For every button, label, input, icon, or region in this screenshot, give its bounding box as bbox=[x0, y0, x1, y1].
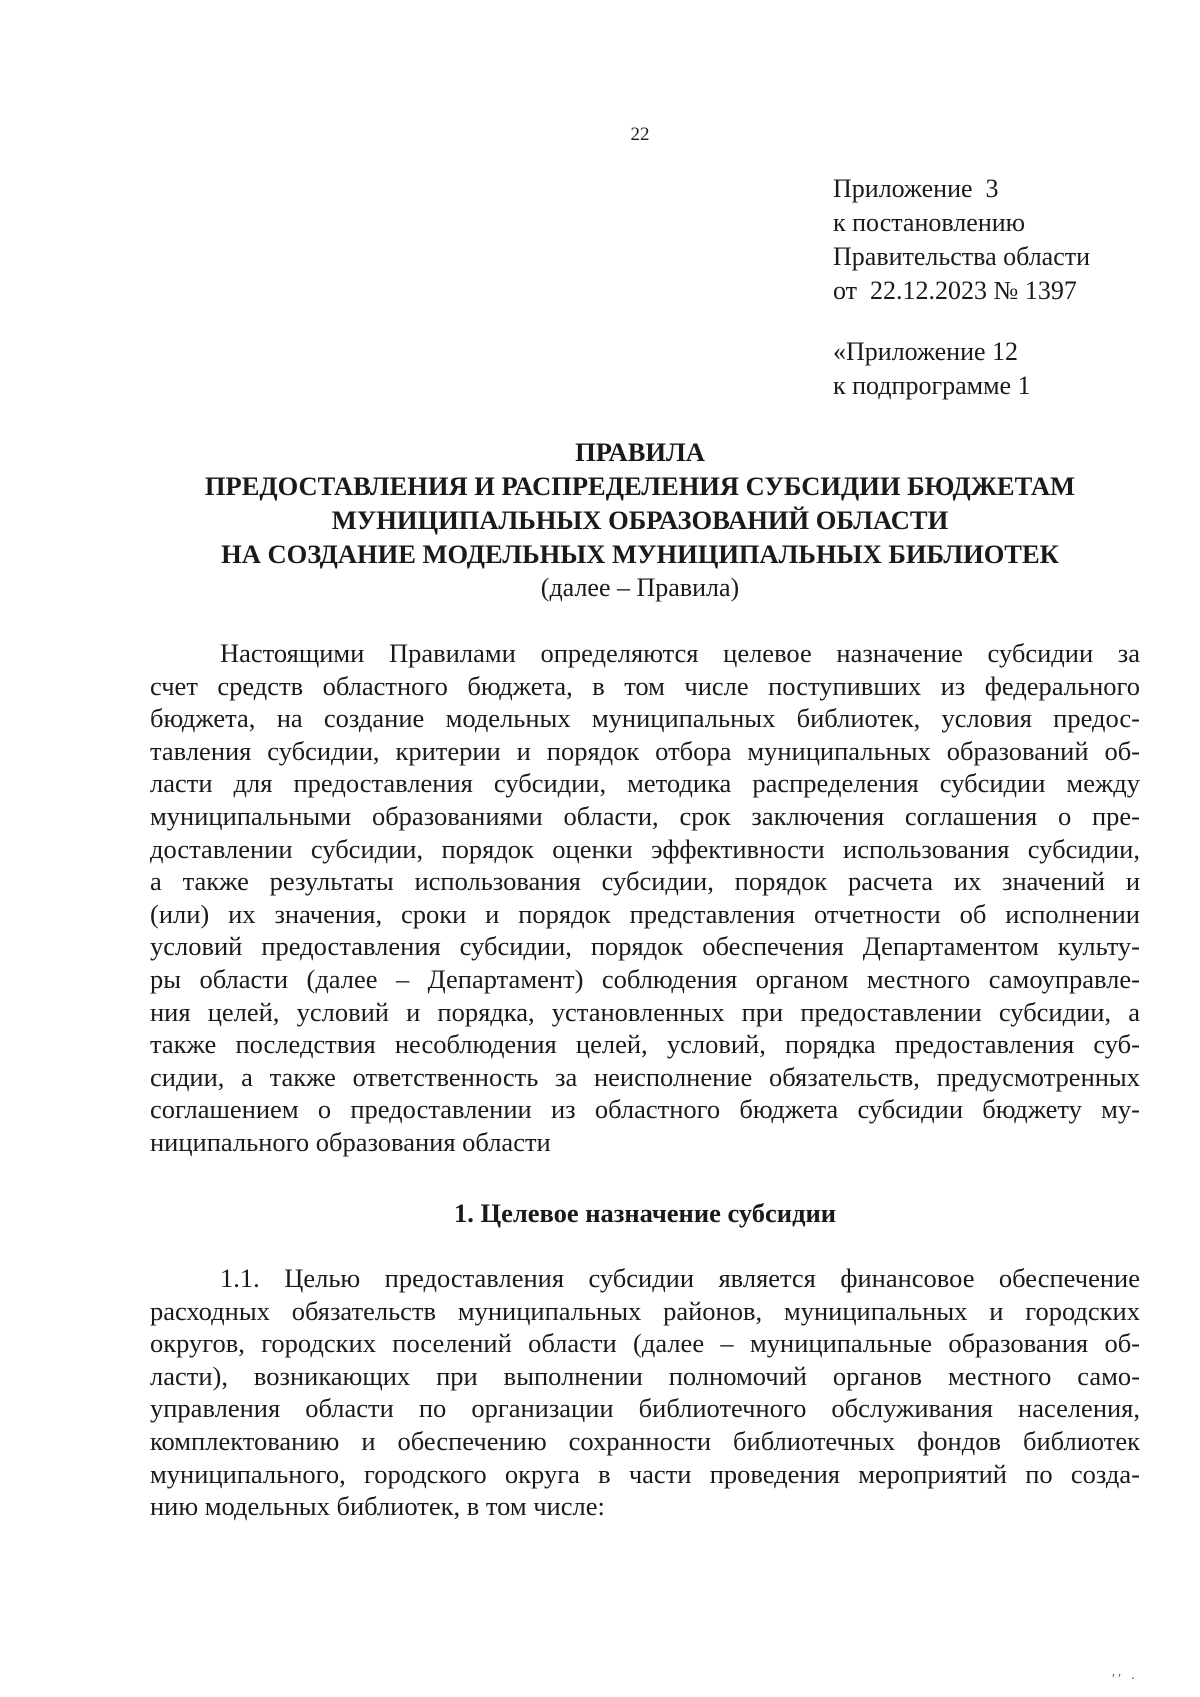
appendix-block bbox=[833, 172, 1090, 308]
text-line: бюджета, на создание модельных муниципальных библиотек, условия предос- bbox=[150, 703, 1140, 734]
text-line: а также результаты использования субсидии, порядок расчета их значений и bbox=[150, 866, 1140, 897]
text-line: ры области (далее – Департамент) соблюдения органом местного самоуправле- bbox=[150, 963, 1140, 994]
text-line: также последствия несоблюдения целей, условий, порядка предоставления суб- bbox=[150, 1029, 1140, 1060]
text-line: доставлении субсидии, порядок оценки эффективности использования субсидии, bbox=[150, 833, 1140, 864]
document-title bbox=[140, 435, 1140, 605]
text-line: округов, городских поселений области (далее – муниципальные образования об- bbox=[150, 1328, 1140, 1359]
text-line: управления области по организации библиотечного обслуживания населения, bbox=[150, 1393, 1140, 1424]
text-line: муниципальными образованиями области, срок заключения соглашения о пре- bbox=[150, 800, 1140, 831]
title-line: ПРЕДОСТАВЛЕНИЯ И РАСПРЕДЕЛЕНИЯ СУБСИДИИ БЮДЖЕТАМ bbox=[204, 471, 1076, 501]
intro-paragraph bbox=[150, 637, 1140, 1159]
text-line: ласти), возникающих при выполнении полномочий органов местного само- bbox=[150, 1360, 1140, 1391]
appendix-line: Правительства области bbox=[833, 242, 1091, 271]
text-line: ния целей, условий и порядка, установленных при предоставлении субсидии, а bbox=[150, 996, 1140, 1027]
text-line: комплектованию и обеспечению сохранности библиотечных фондов библиотек bbox=[150, 1425, 1140, 1456]
text-line: 1.1. Целью предоставления субсидии является финансовое обеспечение bbox=[220, 1263, 1140, 1293]
section-paragraph bbox=[150, 1262, 1140, 1523]
text-line: соглашением о предоставлении из областного бюджета субсидии бюджету му- bbox=[150, 1094, 1140, 1125]
title-line: МУНИЦИПАЛЬНЫХ ОБРАЗОВАНИЙ ОБЛАСТИ bbox=[331, 505, 949, 535]
scan-corner-mark: ′′ · bbox=[1112, 1672, 1139, 1687]
text-line: (или) их значения, сроки и порядок представления отчетности об исполнении bbox=[150, 898, 1140, 929]
title-subtitle: (далее – Правила) bbox=[540, 573, 740, 602]
text-line: условий предоставления субсидии, порядок обеспечения Департаментом культу- bbox=[150, 931, 1140, 962]
text-line: нию модельных библиотек, в том числе: bbox=[150, 1491, 605, 1522]
text-line: муниципального, городского округа в части проведения мероприятий по созда- bbox=[150, 1458, 1140, 1489]
appendix-ref-line: к подпрограмме 1 bbox=[833, 371, 1031, 400]
appendix-line: от 22.12.2023 № 1397 bbox=[833, 276, 1077, 305]
text-line: ласти для предоставления субсидии, методика распределения субсидии между bbox=[150, 768, 1140, 799]
page-number: 22 bbox=[630, 124, 650, 145]
title-line: НА СОЗДАНИЕ МОДЕЛЬНЫХ МУНИЦИПАЛЬНЫХ БИБЛИОТЕК bbox=[221, 539, 1059, 569]
appendix-reference-block bbox=[833, 335, 1031, 403]
text-line: сидии, а также ответственность за неисполнение обязательств, предусмотренных bbox=[150, 1061, 1140, 1092]
appendix-line: Приложение 3 bbox=[833, 174, 999, 203]
appendix-line: к постановлению bbox=[833, 208, 1026, 237]
text-line: расходных обязательств муниципальных районов, муниципальных и городских bbox=[150, 1295, 1140, 1326]
title-line: ПРАВИЛА bbox=[575, 437, 705, 467]
section-heading: 1. Целевое назначение субсидии bbox=[453, 1198, 837, 1228]
appendix-ref-line: «Приложение 12 bbox=[833, 337, 1019, 366]
text-line: тавления субсидии, критерии и порядок отбора муниципальных образований об- bbox=[150, 735, 1140, 766]
text-line: ниципального образования области bbox=[150, 1126, 551, 1157]
text-line: счет средств областного бюджета, в том числе поступивших из федерального bbox=[150, 670, 1140, 701]
text-line: Настоящими Правилами определяются целевое назначение субсидии за bbox=[220, 638, 1140, 668]
